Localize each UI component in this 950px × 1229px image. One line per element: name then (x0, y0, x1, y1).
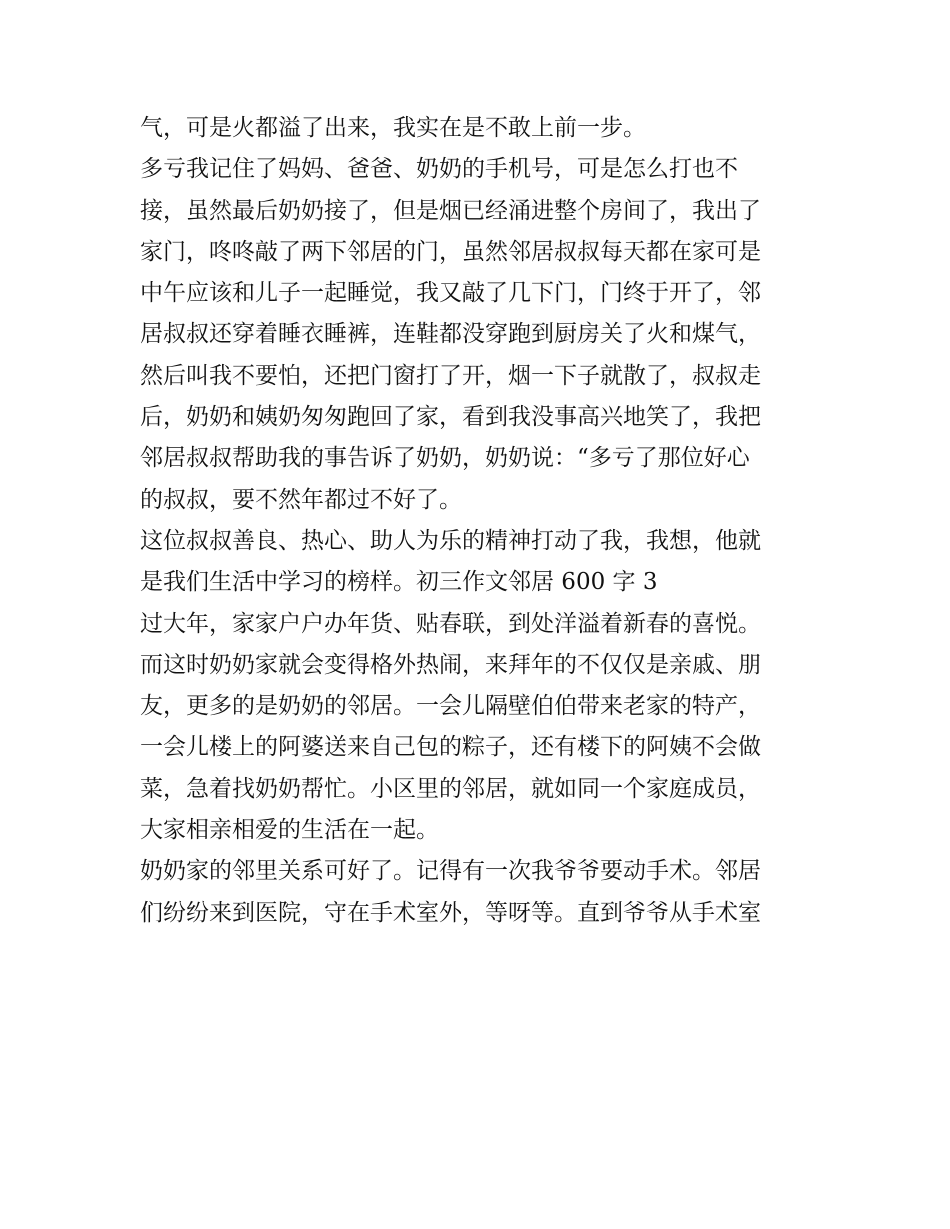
text-line: 友，更多的是奶奶的邻居。一会儿隔壁伯伯带来老家的特产， (140, 693, 761, 720)
text-line: 后，奶奶和姨奶匆匆跑回了家，看到我没事高兴地笑了，我把 (140, 404, 761, 431)
text-line: 一会儿楼上的阿婆送来自己包的粽子，还有楼下的阿姨不会做 (140, 734, 761, 761)
document-body-text (140, 108, 820, 934)
text-line: 气，可是火都溢了出来，我实在是不敢上前一步。 (140, 115, 646, 141)
text-line: 家门，咚咚敲了两下邻居的门，虽然邻居叔叔每天都在家可是 (140, 238, 761, 265)
text-line: 的叔叔，要不然年都过不好了。 (140, 486, 462, 513)
text-line: 接，虽然最后奶奶接了，但是烟已经涌进整个房间了，我出了 (140, 197, 761, 224)
text-line: 然后叫我不要怕，还把门窗打了开，烟一下子就散了，叔叔走 (140, 362, 761, 389)
text-line: 这位叔叔善良、热心、助人为乐的精神打动了我，我想，他就 (140, 527, 761, 554)
text-line: 居叔叔还穿着睡衣睡裤，连鞋都没穿跑到厨房关了火和煤气， (140, 321, 761, 348)
text-line: 而这时奶奶家就会变得格外热闹，来拜年的不仅仅是亲戚、朋 (140, 651, 761, 678)
text-line: 邻居叔叔帮助我的事告诉了奶奶，奶奶说：“多亏了那位好心 (140, 445, 750, 472)
text-line: 菜，急着找奶奶帮忙。小区里的邻居，就如同一个家庭成员， (140, 775, 761, 802)
text-line: 是我们生活中学习的榜样。初三作文邻居 600 字 3 (140, 569, 658, 596)
text-line: 们纷纷来到医院，守在手术室外，等呀等。直到爷爷从手术室 (140, 899, 761, 926)
text-line: 大家相亲相爱的生活在一起。 (140, 817, 439, 844)
text-line: 多亏我记住了妈妈、爸爸、奶奶的手机号，可是怎么打也不 (140, 156, 738, 183)
text-line: 过大年，家家户户办年货、贴春联，到处洋溢着新春的喜悦。 (140, 610, 761, 637)
text-line: 奶奶家的邻里关系可好了。记得有一次我爷爷要动手术。邻居 (140, 858, 761, 885)
text-line: 中午应该和儿子一起睡觉，我又敲了几下门，门终于开了，邻 (140, 280, 761, 307)
